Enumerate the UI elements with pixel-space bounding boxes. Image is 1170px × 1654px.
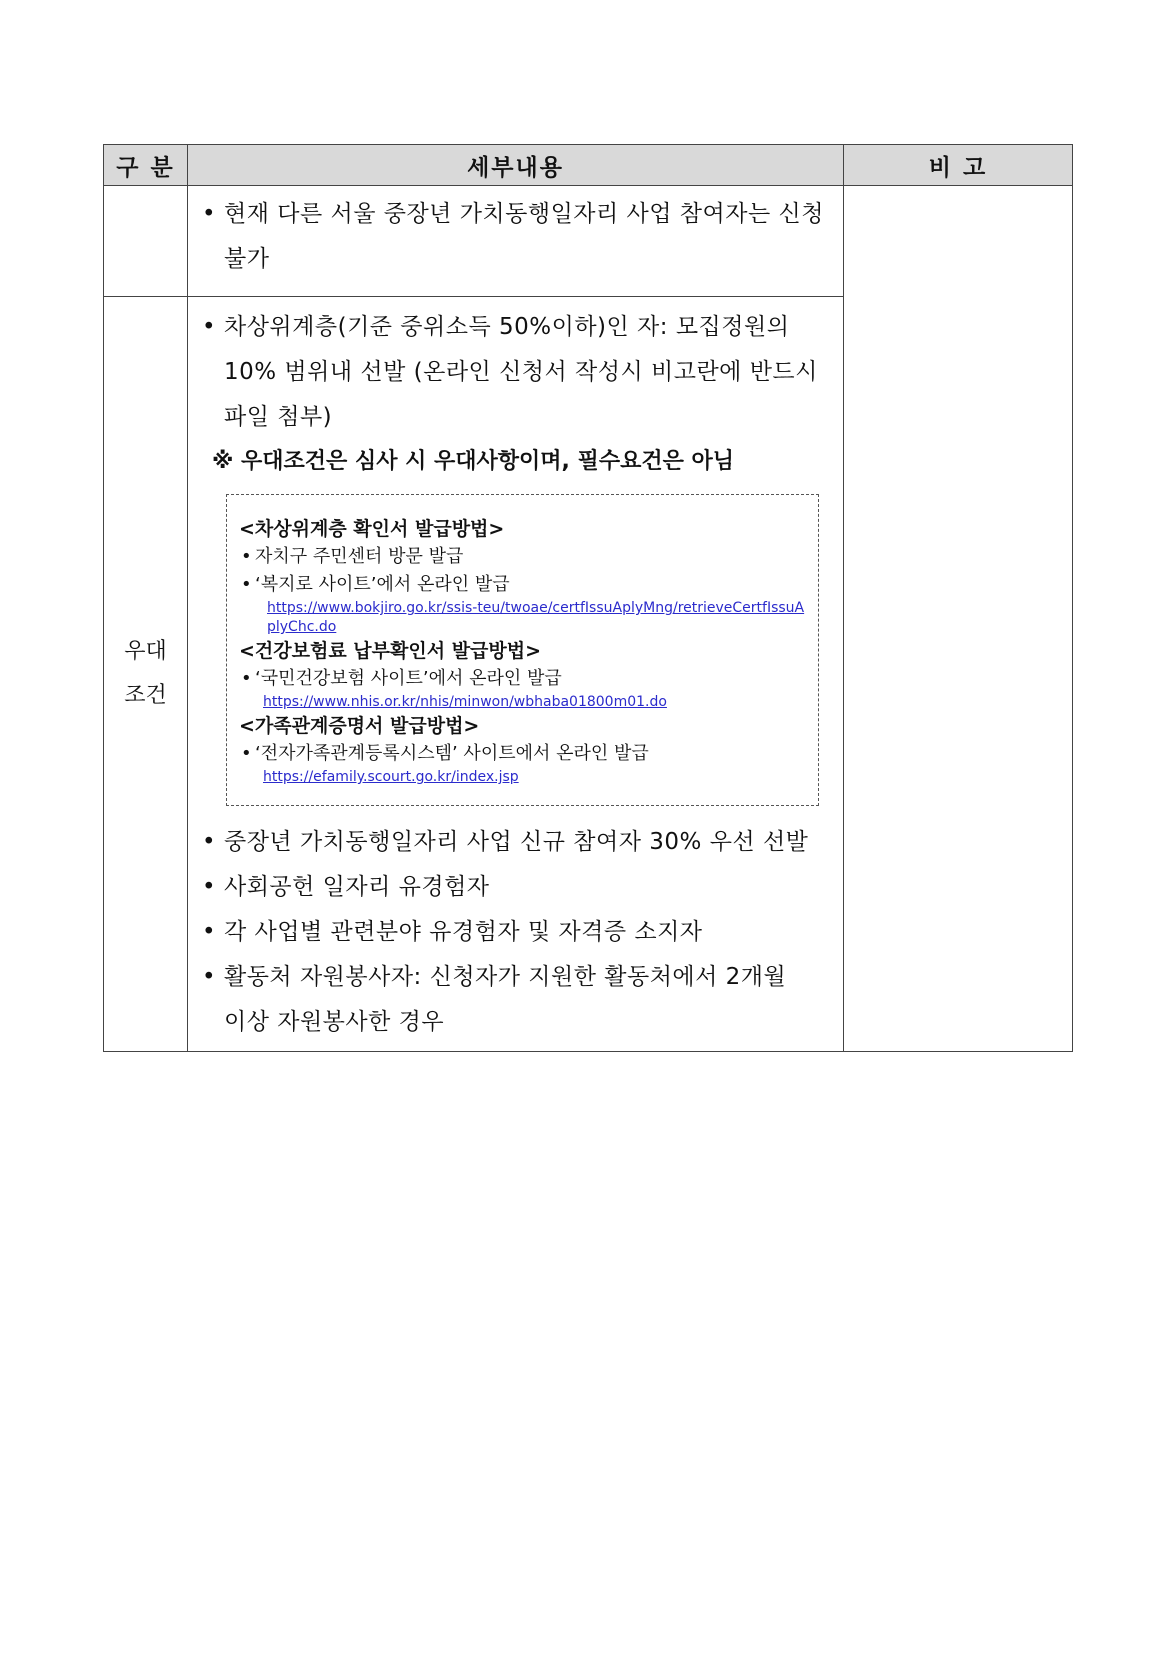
criteria-table <box>103 144 1073 1052</box>
box-heading: <가족관계증명서 발급방법> <box>239 715 480 737</box>
box-item: • ‘전자가족관계등록시스템’ 사이트에서 온라인 발급 <box>239 740 808 768</box>
table-row <box>104 186 1073 297</box>
details-cell <box>188 186 844 297</box>
list-item: • 현재 다른 서울 중장년 가치동행일자리 사업 참여자는 신청 불가 <box>198 192 833 282</box>
details-cell <box>188 297 844 1052</box>
list-item: • 각 사업별 관련분야 유경험자 및 자격증 소지자 <box>198 910 833 955</box>
list-item: • 사회공헌 일자리 유경험자 <box>198 865 833 910</box>
header-category: 구 분 <box>104 145 188 186</box>
box-item: • 자치구 주민센터 방문 발급 <box>239 543 808 571</box>
box-item: • ‘국민건강보험 사이트’에서 온라인 발급 <box>239 665 808 693</box>
header-row <box>104 145 1073 186</box>
nhis-link[interactable]: https://www.nhis.or.kr/nhis/minwon/wbhaba01800m01.do <box>263 694 667 710</box>
efamily-link[interactable]: https://efamily.scourt.go.kr/index.jsp <box>263 769 519 785</box>
list-item: • 차상위계층(기준 중위소득 50%이하)인 자: 모집정원의 10% 범위내 선발 (온라인 신청서 작성시 비고란에 반드시 파일 첨부) <box>198 305 833 440</box>
category-cell-empty <box>104 186 188 297</box>
category-label-line2: 조건 <box>124 683 167 708</box>
header-details: 세부내용 <box>188 145 844 186</box>
header-remarks: 비 고 <box>844 145 1073 186</box>
category-cell <box>104 297 188 1052</box>
category-label-line1: 우대 <box>124 639 167 664</box>
bokjiro-link[interactable]: https://www.bokjiro.go.kr/ssis-teu/twoae/certfIssuAplyMng/retrieveCertfIssuAplyChc.do <box>267 600 805 635</box>
note-text: ※ 우대조건은 심사 시 우대사항이며, 필수요건은 아님 <box>212 449 734 474</box>
box-heading: <건강보험료 납부확인서 발급방법> <box>239 640 542 662</box>
box-item: • ‘복지로 사이트’에서 온라인 발급 <box>239 571 808 599</box>
list-item: • 중장년 가치동행일자리 사업 신규 참여자 30% 우선 선발 <box>198 820 833 865</box>
box-heading: <차상위계층 확인서 발급방법> <box>239 518 505 540</box>
list-item: • 활동처 자원봉사자: 신청자가 지원한 활동처에서 2개월 이상 자원봉사한 경우 <box>198 955 833 1045</box>
issuance-guide-box <box>226 494 819 806</box>
remarks-cell <box>844 186 1073 1052</box>
